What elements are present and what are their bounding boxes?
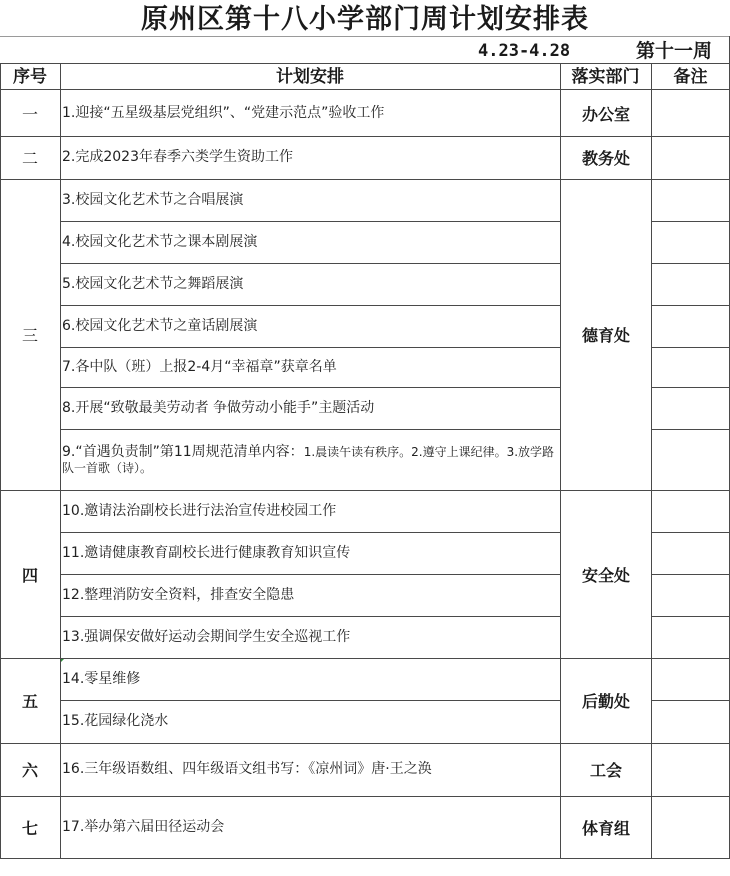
header-seq: 序号 — [13, 67, 47, 87]
grid-line — [651, 263, 730, 264]
date-range: 4.23-4.28 — [478, 41, 571, 61]
grid-line — [60, 221, 560, 222]
grid-line — [0, 179, 730, 180]
task-item: 2.完成2023年春季六类学生资助工作 — [62, 149, 293, 165]
task-item: 3.校园文化艺术节之合唱展演 — [62, 191, 244, 208]
task-item: 7.各中队（班）上报2-4月“幸福章”获章名单 — [62, 358, 337, 375]
grid-line — [0, 63, 730, 64]
seq-cell: 一 — [21, 104, 38, 124]
grid-line — [560, 63, 561, 859]
task-item: 16.三年级语数组、四年级语文组书写：《凉州词》唐·王之涣 — [62, 761, 432, 777]
grid-line — [0, 743, 730, 744]
grid-line — [0, 63, 1, 859]
task-item: 14.零星维修 — [62, 670, 141, 687]
header-plan: 计划安排 — [276, 67, 344, 87]
header-dept: 落实部门 — [571, 67, 640, 87]
task-item: 13.强调保安做好运动会期间学生安全巡视工作 — [62, 628, 351, 645]
grid-line — [0, 658, 730, 659]
dept-cell: 安全处 — [581, 565, 630, 585]
grid-line — [60, 574, 560, 575]
grid-line — [60, 63, 61, 859]
dept-cell: 后勤处 — [581, 692, 630, 711]
grid-line — [60, 387, 560, 388]
dept-cell: 德育处 — [581, 326, 630, 345]
grid-line — [0, 490, 730, 491]
header-remark: 备注 — [673, 67, 708, 87]
task-item: 5.校园文化艺术节之舞蹈展演 — [62, 275, 244, 292]
grid-line — [651, 429, 730, 430]
grid-line — [651, 387, 730, 388]
seq-cell: 六 — [21, 761, 38, 780]
grid-line — [0, 36, 730, 37]
grid-line — [60, 616, 560, 617]
task-item: 10.邀请法治副校长进行法治宣传进校园工作 — [62, 502, 337, 519]
seq-cell: 二 — [21, 149, 38, 168]
grid-line — [651, 63, 652, 859]
seq-cell: 三 — [21, 326, 38, 345]
grid-line — [0, 89, 730, 90]
grid-line — [651, 347, 730, 348]
task-item — [62, 429, 556, 490]
grid-line — [651, 700, 730, 701]
dept-cell: 办公室 — [581, 104, 630, 124]
grid-line — [60, 305, 560, 306]
grid-line — [0, 796, 730, 797]
grid-line — [651, 532, 730, 533]
task-item: 12.整理消防安全资料，排查安全隐患 — [62, 586, 295, 603]
grid-line — [651, 221, 730, 222]
grid-line — [60, 347, 560, 348]
grid-line — [651, 574, 730, 575]
seq-cell: 七 — [21, 818, 38, 838]
task-item: 4.校园文化艺术节之课本剧展演 — [62, 233, 258, 250]
grid-line — [60, 429, 560, 430]
task-item: 17.举办第六届田径运动会 — [62, 818, 225, 835]
task-item: 8.开展“致敬最美劳动者 争做劳动小能手”主题活动 — [62, 399, 375, 416]
grid-line — [651, 616, 730, 617]
task-item: 11.邀请健康教育副校长进行健康教育知识宣传 — [62, 544, 351, 561]
page-title: 原州区第十八小学部门周计划安排表 — [141, 4, 589, 35]
dept-cell: 教务处 — [581, 149, 630, 168]
grid-line — [0, 858, 730, 859]
grid-line — [0, 136, 730, 137]
grid-line — [60, 532, 560, 533]
seq-cell: 五 — [21, 692, 38, 711]
grid-line — [651, 305, 730, 306]
task-9-main: 9.“首遇负责制”第11周规范清单内容： — [62, 443, 304, 460]
task-item: 15.花园绿化浇水 — [62, 713, 169, 729]
dept-cell: 体育组 — [581, 818, 630, 838]
week-label: 第十一周 — [636, 40, 713, 62]
grid-line — [60, 700, 560, 701]
seq-cell: 四 — [21, 565, 38, 585]
dept-cell: 工会 — [589, 761, 622, 780]
grid-line — [60, 263, 560, 264]
task-item: 6.校园文化艺术节之童话剧展演 — [62, 317, 258, 334]
task-item: 1.迎接“五星级基层党组织”、“党建示范点”验收工作 — [62, 104, 385, 121]
task-9-detail: 1.晨读午读有秩序。2.遵守上课纪律。3.放学路队一首歌（诗）。 — [62, 444, 555, 475]
